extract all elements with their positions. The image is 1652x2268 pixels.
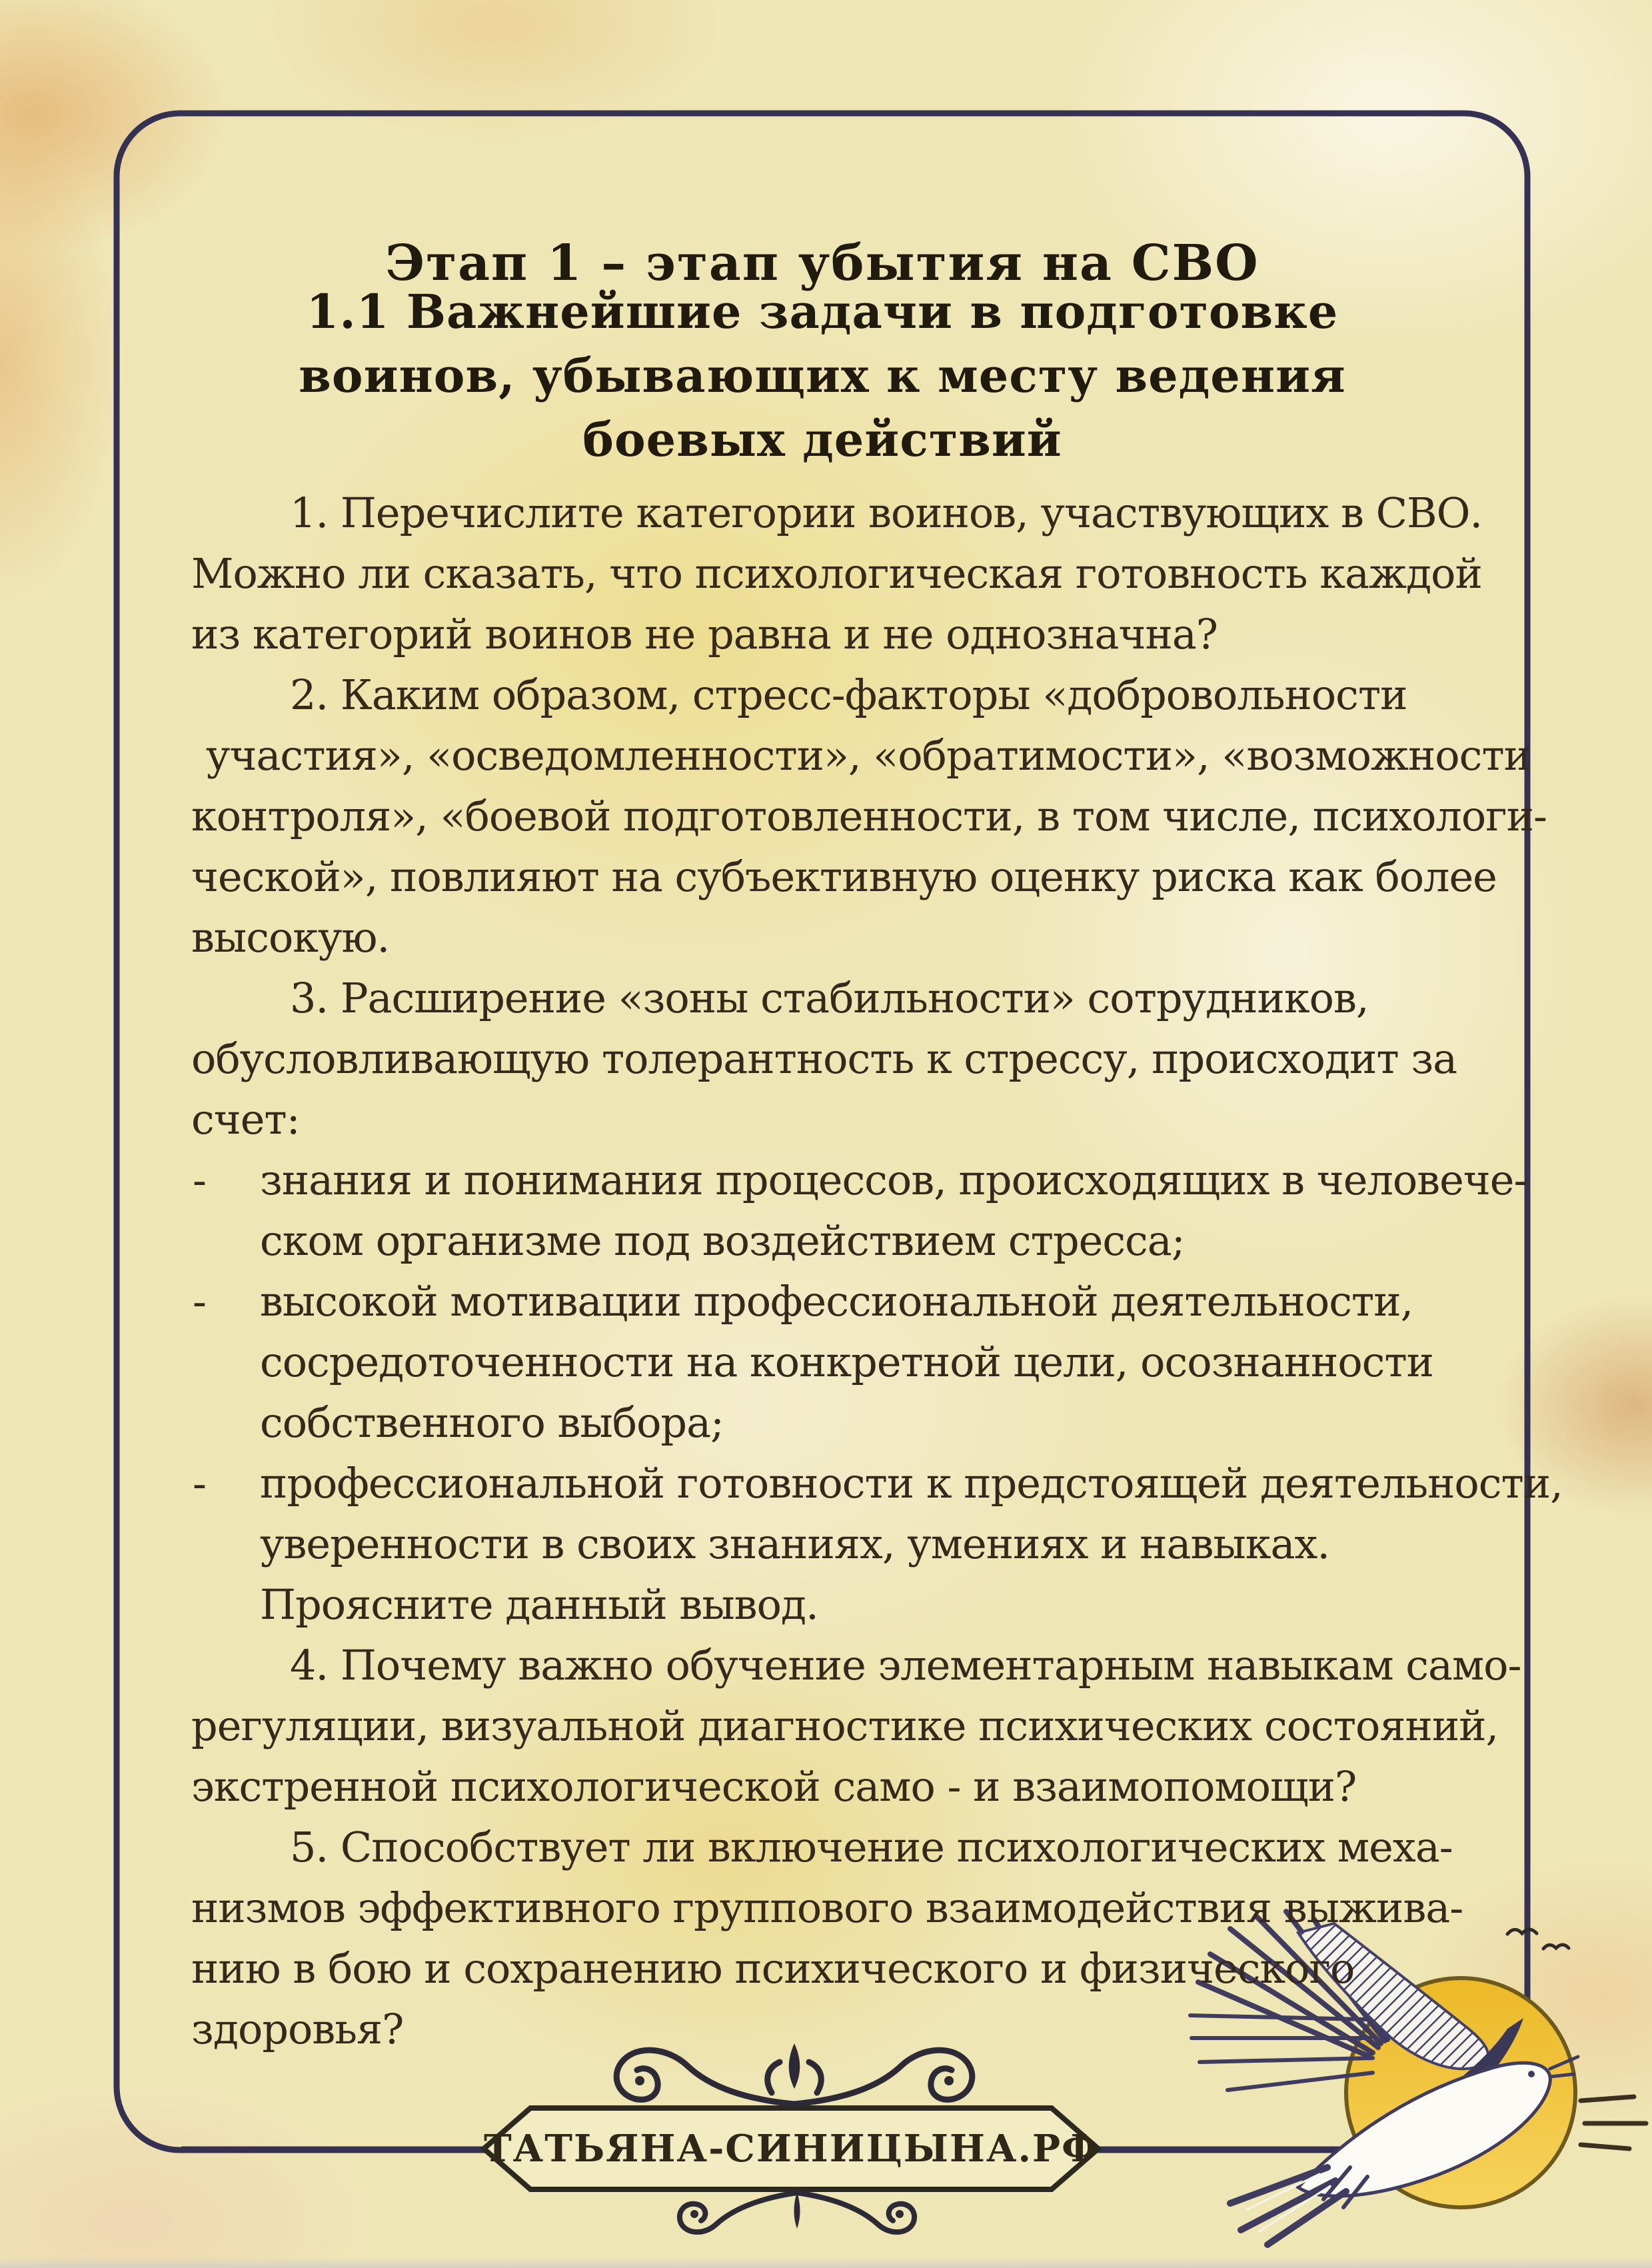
text-line: контроля», «боевой подготовленности, в том числе, психологи- [191,792,1547,840]
text-line: счет: [191,1095,300,1144]
text-line: собственного выбора; [260,1398,724,1447]
text-line: из категорий воинов не равна и не однозначна? [191,610,1218,658]
text-line: участия», «осведомленности», «обратимости», «возможности [206,731,1531,780]
subtitle-line: 1.1 Важнейшие задачи в подготовке [306,284,1339,339]
text-line: 2. Каким образом, стресс-факторы «добровольности [290,670,1407,719]
site-badge-label: ТАТЬЯНА-СИНИЦЫНА.РФ [484,2127,1099,2171]
text-line: регуляции, визуальной диагностике психических состояний, [191,1701,1499,1750]
question-list [191,483,1563,2059]
text-line: 3. Расширение «зоны стабильности» сотрудников, [290,974,1369,1022]
text-line: 5. Способствует ли включение психологических меха- [290,1823,1453,1871]
subtitle-line: воинов, убывающих к месту ведения [299,348,1346,403]
text-line: экстренной психологической само - и взаимопомощи? [191,1762,1357,1811]
subtitle-line: боевых действий [582,412,1062,467]
text-line: нию в бою и сохранению психического и физического [191,1944,1355,1993]
text-line: здоровья? [191,2005,404,2053]
text-line: сосредоточенности на конкретной цели, осознанности [260,1338,1433,1386]
scroll-flourish-bottom-icon [680,2191,914,2232]
text-line: уверенности в своих знаниях, умениях и навыках. [260,1520,1330,1568]
page-title: Этап 1 – этап убытия на СВО [385,234,1259,292]
text-line: 1. Перечислите категории воинов, участвующих в СВО. [290,489,1483,537]
text-line: ском организме под воздействием стресса; [260,1216,1185,1265]
text-line: - профессиональной готовности к предстоящей деятельности, [191,1453,1517,1514]
text-line: 4. Почему важно обучение элементарным навыкам само- [290,1641,1521,1690]
text-line: ческой», повлияют на субъективную оценку риска как более [191,852,1497,901]
section-subtitle [117,280,1528,472]
text-line: - высокой мотивации профессиональной деятельности, [191,1271,1517,1332]
bird-eye-icon [1528,2071,1535,2077]
text-line: Можно ли сказать, что психологическая готовность каждой [191,549,1482,598]
text-line: Проясните данный вывод. [260,1580,818,1629]
text-line: - знания и понимания процессов, происходящих в человече- [191,1150,1517,1210]
text-line: низмов эффективного группового взаимодействия выжива- [191,1883,1463,1932]
text-line: высокую. [191,913,390,962]
text-line: обусловливающую толерантность к стрессу, происходит за [191,1034,1457,1083]
